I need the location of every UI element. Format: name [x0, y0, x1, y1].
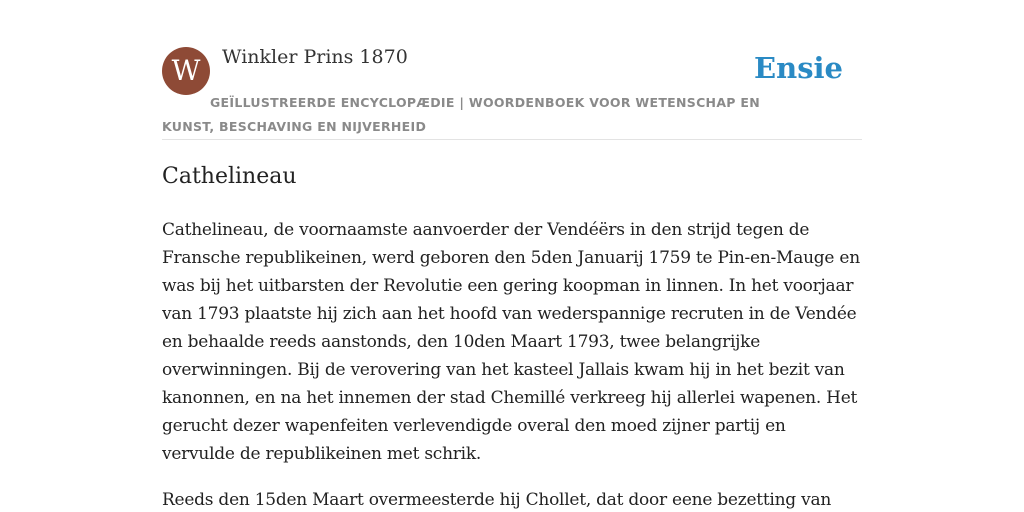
source-title-link[interactable]: Winkler Prins 1870	[222, 46, 408, 68]
page	[162, 0, 862, 512]
source-header	[162, 47, 862, 140]
article-title: Cathelineau	[162, 164, 297, 189]
article-paragraph: Cathelineau, de voornaamste aanvoerder der Vendéërs in den strijd tegen de Fransche republikeinen, werd geboren den 5den Januarij 1759 te Pin-en-Mauge en was bij het uitbarsten der Revolutie een gering koopman in linnen. In het voorjaar van 1793 plaatste hij zich aan het hoofd van wederspannige recruten in de Vendée en behaalde reeds aanstonds, den 10den Maart 1793, twee belangrijke overwinningen. Bij de verovering van het kasteel Jallais kwam hij in het bezit van kanonnen, en na het innemen der stad Chemillé verkreeg hij allerlei wapenen. Het gerucht dezer wapenfeiten verlevendigde overal den moed zijner partij en vervulde de republikeinen met schrik.	[162, 220, 860, 464]
article-paragraph: Reeds den 15den Maart overmeesterde hij Chollet, dat door eene bezetting van	[162, 490, 832, 510]
source-avatar[interactable]: W	[162, 47, 210, 95]
article-body	[162, 216, 862, 512]
ensie-logo-link[interactable]: Ensie	[754, 51, 843, 85]
source-subtitle: GEÏLLUSTREERDE ENCYCLOPÆDIE | WOORDENBOEK VOOR WETENSCHAP EN KUNST, BESCHAVING EN NIJVERHEID	[162, 95, 760, 134]
